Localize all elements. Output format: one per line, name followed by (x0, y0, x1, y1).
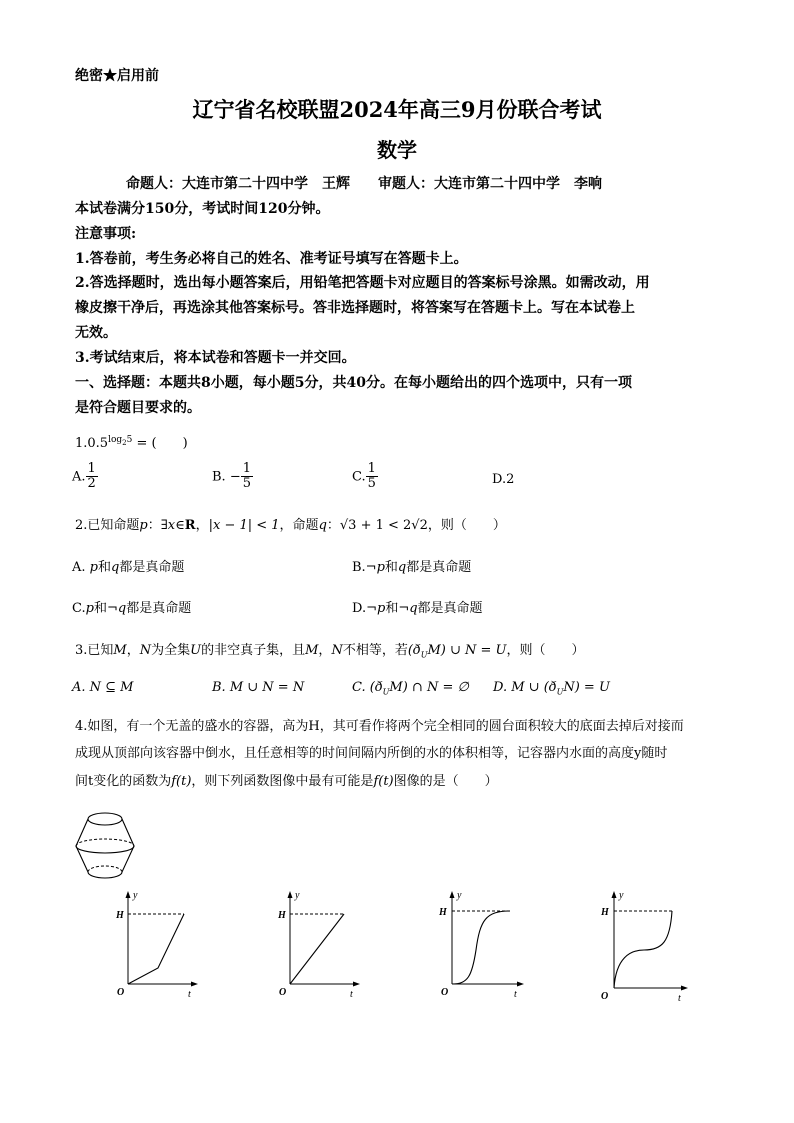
question-2-stem: 2.已知命题p：∃x∈R，|x − 1| < 1，命题q：√3 + 1 < 2√2，则（ ） (75, 518, 506, 533)
graph-option-a (110, 888, 200, 1000)
note-item-3: 3.考试结束后，将本试卷和答题卡一并交回。 (75, 350, 356, 366)
container-figure (70, 806, 140, 886)
score-time-line: 本试卷满分150分，考试时间120分钟。 (75, 201, 330, 217)
section-1-intro-line-1: 一、选择题：本题共8小题，每小题5分，共40分。在每小题给出的四个选项中，只有一项 (75, 375, 632, 391)
note-item-1: 1.答卷前，考生务必将自己的姓名、准考证号填写在答题卡上。 (75, 251, 468, 267)
graph-b-y-label: y (295, 890, 300, 901)
graph-d-h-label: H (601, 907, 609, 918)
graph-c-origin-label: O (441, 987, 449, 998)
graph-option-b (272, 888, 362, 1000)
graph-a-y-label: y (133, 890, 138, 901)
graph-option-d (596, 888, 690, 1004)
question-1-option-d: D.2 (492, 472, 515, 487)
graph-d-origin-label: O (601, 991, 609, 1002)
question-3-option-a: A. N ⊆ M (72, 680, 134, 695)
graph-b-h-label: H (278, 910, 286, 921)
author-line: 命题人：大连市第二十四中学 王辉 审题人：大连市第二十四中学 李响 (126, 176, 602, 192)
graph-d-y-label: y (619, 890, 624, 901)
question-2-option-d: D.¬p和¬q都是真命题 (352, 601, 483, 616)
question-1-option-c: C. $\frac{1}{5}$ (352, 461, 376, 492)
graph-b-t-label: t (350, 989, 353, 1000)
section-1-intro-line-2: 是符合题目要求的。 (75, 400, 201, 416)
note-item-2-line-2: 橡皮擦干净后，再选涂其他答案标号。答非选择题时，将答案写在答题卡上。写在本试卷上 (75, 300, 635, 316)
question-3-option-d: D. M ∪ $(ð_UN) = U$ (493, 680, 610, 697)
question-4-line-2: 成现从顶部向该容器中倒水，且任意相等的时间间隔内所倒的水的体积相等，记容器内水面的高度y随时 (75, 746, 668, 761)
question-2-option-a: A. p和q都是真命题 (72, 560, 185, 575)
exam-title: 辽宁省名校联盟2024年高三9月份联合考试 (192, 97, 602, 122)
question-3-stem: 3.已知M，N为全集U的非空真子集，且M，N不相等，若$(ð_UM)$ ∪ N = U，则（ ） (75, 643, 585, 660)
graph-a-origin-label: O (117, 987, 125, 998)
graph-a-t-label: t (188, 989, 191, 1000)
subject-title: 数学 (377, 138, 417, 162)
question-1-stem: $1.0.5^{log_25}$ = ( ) (75, 434, 188, 451)
graph-a-h-label: H (116, 910, 124, 921)
question-4-line-1: 4.如图，有一个无盖的盛水的容器，高为H，其可看作将两个完全相同的圆台面积较大的底面去掉后对接而 (75, 719, 684, 734)
question-4-line-3: 间t变化的函数为f(t)，则下列函数图像中最有可能是f(t)图像的是（ ） (75, 774, 498, 789)
note-item-2-line-3: 无效。 (75, 325, 117, 341)
graph-d-t-label: t (678, 993, 681, 1004)
question-2-option-c: C.p和¬q都是真命题 (72, 601, 192, 616)
question-3-option-b: B. M ∪ N = N (212, 680, 305, 695)
note-item-2-line-1: 2.答选择题时，选出每小题答案后，用铅笔把答题卡对应题目的答案标号涂黑。如需改动，用 (75, 275, 650, 291)
graph-b-origin-label: O (279, 987, 287, 998)
question-1-option-b: B. − $\frac{1}{5}$ (212, 461, 251, 492)
question-1-option-a: A. $\frac{1}{2}$ (72, 461, 96, 492)
question-3-option-c: C. $(ð_UM)$ ∩ N = ∅ (352, 680, 469, 697)
notes-heading: 注意事项: (75, 226, 137, 242)
confidential-mark: 绝密★启用前 (75, 68, 159, 84)
graph-c-h-label: H (439, 907, 447, 918)
graph-c-t-label: t (514, 989, 517, 1000)
question-2-option-b: B.¬p和q都是真命题 (352, 560, 472, 575)
graph-c-y-label: y (457, 890, 462, 901)
graph-option-c (434, 888, 526, 1000)
